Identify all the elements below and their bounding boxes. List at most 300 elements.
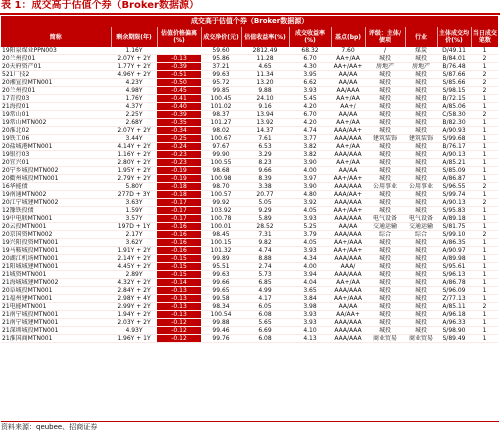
cell-basis-points: AA+/AA <box>331 119 365 127</box>
cell-remaining-term: 1.76Y <box>111 95 157 103</box>
cell-price-deviation: -0.19 <box>157 175 201 183</box>
cell-industry: 城投 <box>405 279 437 287</box>
cell-valuation-yield: 4.17 <box>241 295 289 303</box>
header-industry: 行业 <box>405 27 437 47</box>
cell-remaining-term: 4.23Y <box>111 79 157 87</box>
table-row <box>1 183 498 191</box>
table-row <box>1 223 498 231</box>
cell-remaining-term: 2.07Y + 2Y <box>111 127 157 135</box>
cell-trade-count: 2 <box>471 303 498 311</box>
cell-remaining-term: 1.91Y + 2Y <box>111 247 157 255</box>
cell-trade-yield: 3.93 <box>289 319 331 327</box>
cell-trade-price: 99.58 <box>201 295 241 303</box>
cell-remaining-term: 2.79Y + 2Y <box>111 175 157 183</box>
cell-valuation-yield: 13.92 <box>241 119 289 127</box>
cell-industry: 城投 <box>405 271 437 279</box>
table-row <box>1 119 498 127</box>
cell-trade-price: 95.51 <box>201 263 241 271</box>
cell-price-deviation: -0.13 <box>157 295 201 303</box>
cell-bond-name: 20天府资产01 <box>1 63 111 71</box>
table-row <box>1 135 498 143</box>
cell-valuation-yield: 2.74 <box>241 263 289 271</box>
cell-rating: 交通运输 <box>365 223 405 231</box>
cell-remaining-term: 2.03Y + 2Y <box>111 319 157 327</box>
cell-bond-name: 20宁乡城投MTN002 <box>1 167 111 175</box>
cell-trade-yield: 3.93 <box>289 247 331 255</box>
cell-price-deviation: -0.16 <box>157 223 201 231</box>
cell-valuation-yield: 11.28 <box>241 55 289 63</box>
cell-valuation-yield: 5.65 <box>241 319 289 327</box>
cell-trade-count: 1 <box>471 255 498 263</box>
cell-avg-price: B/82.30 <box>437 119 471 127</box>
cell-remaining-term: 1.77Y + 2Y <box>111 63 157 71</box>
source-note: 资料来源：qeubee、招商证券 <box>1 421 499 433</box>
cell-trade-price: 99.65 <box>201 287 241 295</box>
cell-industry: 城投 <box>405 239 437 247</box>
cell-bond-name: 20云投MTN001 <box>1 223 111 231</box>
cell-trade-count: 1 <box>471 95 498 103</box>
cell-trade-price: 37.21 <box>201 63 241 71</box>
table-row <box>1 335 498 343</box>
cell-trade-yield: 4.10 <box>289 327 331 335</box>
cell-bond-name: 19南通MTN002 <box>1 191 111 199</box>
cell-valuation-yield: 7.31 <box>241 231 289 239</box>
cell-price-deviation: -0.12 <box>157 327 201 335</box>
cell-trade-price: 99.88 <box>201 319 241 327</box>
cell-basis-points: AAA/AAA <box>331 327 365 335</box>
cell-trade-price: 98.34 <box>201 303 241 311</box>
cell-avg-price: S/99.74 <box>437 191 471 199</box>
cell-basis-points: AAA/AAA <box>331 271 365 279</box>
cell-trade-yield: 5.45 <box>289 95 331 103</box>
cell-industry: 城投 <box>405 191 437 199</box>
cell-trade-price: 95.72 <box>201 79 241 87</box>
cell-trade-yield: 3.82 <box>289 151 331 159</box>
cell-bond-name: 19常山MTN002 <box>1 119 111 127</box>
cell-basis-points: AAA/AAA <box>331 335 365 343</box>
cell-valuation-yield: 9.16 <box>241 103 289 111</box>
header-trade-count: 当日成交笔数 <box>471 27 498 47</box>
cell-bond-name: 20湘宣投MTN001 <box>1 79 111 87</box>
cell-industry: 房地产 <box>405 63 437 71</box>
title-bar <box>0 0 500 15</box>
cell-trade-count: 1 <box>471 239 498 247</box>
cell-bond-name: 20江宁城建MTN002 <box>1 199 111 207</box>
cell-basis-points: AAA/AAA <box>331 255 365 263</box>
table-row <box>1 151 498 159</box>
cell-trade-yield: 3.92 <box>289 199 331 207</box>
cell-rating: 城投 <box>365 327 405 335</box>
cell-industry: 城投 <box>405 103 437 111</box>
cell-price-deviation: -0.23 <box>157 159 201 167</box>
cell-industry: 城投 <box>405 175 437 183</box>
cell-trade-count: 1 <box>471 159 498 167</box>
cell-rating: 城投 <box>365 167 405 175</box>
cell-trade-yield: 3.93 <box>289 215 331 223</box>
cell-price-deviation: -0.16 <box>157 231 201 239</box>
cell-bond-name: 20湖江机场MTN001 <box>1 255 111 263</box>
cell-price-deviation: -0.41 <box>157 95 201 103</box>
cell-trade-yield: 3.97 <box>289 175 331 183</box>
cell-trade-price: 101.02 <box>201 103 241 111</box>
cell-remaining-term: 197D + 1Y <box>111 223 157 231</box>
cell-price-deviation: -0.15 <box>157 271 201 279</box>
cell-basis-points: 7.60 <box>331 47 365 55</box>
cell-avg-price: B/72.15 <box>437 95 471 103</box>
cell-price-deviation: -0.50 <box>157 79 201 87</box>
table-row <box>1 55 498 63</box>
cell-rating: 城投 <box>365 191 405 199</box>
cell-price-deviation: -0.16 <box>157 239 201 247</box>
cell-remaining-term: 2.99Y + 2Y <box>111 303 157 311</box>
cell-bond-name: 21淮国商MTN001 <box>1 335 111 343</box>
cell-bond-name: 20淮北02 <box>1 127 111 135</box>
cell-trade-yield: 3.79 <box>289 231 331 239</box>
header-basis-points: 基点(bp) <box>331 27 365 47</box>
cell-valuation-yield: 9.66 <box>241 167 289 175</box>
cell-avg-price: S/87.66 <box>437 71 471 79</box>
cell-basis-points: AAA/AAA <box>331 183 365 191</box>
cell-bond-name: 19铁工06 <box>1 135 111 143</box>
cell-trade-price: 59.60 <box>201 47 241 55</box>
table-row <box>1 63 498 71</box>
cell-price-deviation: -0.45 <box>157 87 201 95</box>
cell-basis-points: AAA/AAA <box>331 215 365 223</box>
cell-bond-name: 521厂技2 <box>1 71 111 79</box>
cell-rating: / <box>365 47 405 55</box>
cell-avg-price: A/85.21 <box>437 159 471 167</box>
cell-valuation-yield: 7.61 <box>241 135 289 143</box>
cell-bond-name: 19兴阳投资MTN001 <box>1 239 111 247</box>
cell-trade-price: 101.32 <box>201 247 241 255</box>
cell-trade-price: 98.68 <box>201 167 241 175</box>
header-remaining-term: 剩余期限(年) <box>111 27 157 47</box>
cell-valuation-yield: 13.94 <box>241 111 289 119</box>
table-row <box>1 279 498 287</box>
cell-industry: 城投 <box>405 111 437 119</box>
cell-trade-yield: 4.04 <box>289 279 331 287</box>
table-row <box>1 103 498 111</box>
cell-rating: 城投 <box>365 279 405 287</box>
cell-avg-price: A/89.18 <box>437 215 471 223</box>
header-avg-price: 主体成交均价(%) <box>437 27 471 47</box>
cell-bond-name: 21城资MTN001 <box>1 271 111 279</box>
cell-trade-yield: 3.94 <box>289 271 331 279</box>
table-row <box>1 175 498 183</box>
table-title: 表 1：成交高于估值个券（Broker数据源） <box>1 0 199 11</box>
cell-avg-price: A/96.18 <box>437 311 471 319</box>
cell-bond-name: 19中电联MTN001 <box>1 215 111 223</box>
cell-trade-yield: 3.82 <box>289 143 331 151</box>
cell-trade-yield: 6.70 <box>289 55 331 63</box>
cell-remaining-term: 3.44Y <box>111 135 157 143</box>
header-price-deviation: 估值价格偏离(%) <box>157 27 201 47</box>
cell-avg-price: S/96.09 <box>437 287 471 295</box>
cell-avg-price: B/76.17 <box>437 143 471 151</box>
cell-avg-price: S/98.15 <box>437 87 471 95</box>
cell-rating: 城投 <box>365 87 405 95</box>
cell-remaining-term: 2.84Y + 2Y <box>111 287 157 295</box>
table-row <box>1 295 498 303</box>
cell-trade-count: 1 <box>471 151 498 159</box>
cell-bond-name: 16华能债 <box>1 183 111 191</box>
table-row <box>1 143 498 151</box>
cell-remaining-term: 4.45Y + 2Y <box>111 263 157 271</box>
cell-remaining-term: 4.96Y + 2Y <box>111 71 157 79</box>
cell-industry: 城投 <box>405 287 437 295</box>
cell-trade-price: 97.67 <box>201 143 241 151</box>
cell-bond-name: 21电能MTN001 <box>1 303 111 311</box>
cell-valuation-yield: 3.29 <box>241 151 289 159</box>
cell-trade-yield: 4.30 <box>289 63 331 71</box>
cell-basis-points: AA+/AAA <box>331 295 365 303</box>
cell-valuation-yield: 8.23 <box>241 159 289 167</box>
cell-avg-price: A/86.78 <box>437 279 471 287</box>
cell-price-deviation <box>157 47 201 55</box>
cell-trade-price: 100.78 <box>201 215 241 223</box>
cell-trade-price: 99.76 <box>201 335 241 343</box>
cell-basis-points: AAA/AAA <box>331 287 365 295</box>
cell-remaining-term: 4.14Y + 2Y <box>111 143 157 151</box>
cell-industry: 城投 <box>405 87 437 95</box>
cell-remaining-term: 1.16Y + 2Y <box>111 151 157 159</box>
cell-valuation-yield: 4.99 <box>241 287 289 295</box>
cell-avg-price: S/95.61 <box>437 263 471 271</box>
cell-remaining-term: 2.80Y + 2Y <box>111 159 157 167</box>
cell-rating: 城投 <box>365 263 405 271</box>
cell-avg-price: A/86.87 <box>437 175 471 183</box>
cell-remaining-term: 4.32Y + 2Y <box>111 279 157 287</box>
cell-industry: 城投 <box>405 119 437 127</box>
cell-trade-count: 1 <box>471 167 498 175</box>
cell-trade-yield: 3.77 <box>289 135 331 143</box>
cell-rating: 城投 <box>365 71 405 79</box>
cell-remaining-term: 4.98Y <box>111 87 157 95</box>
cell-bond-name: 20阜城投MTN001 <box>1 287 111 295</box>
cell-trade-yield: 6.62 <box>289 79 331 87</box>
cell-bond-name: 19阳泉煤业PPN003 <box>1 47 111 55</box>
table-row <box>1 247 498 255</box>
cell-industry: 公用事业 <box>405 183 437 191</box>
cell-trade-count: 1 <box>471 47 498 55</box>
cell-valuation-yield: 8.88 <box>241 255 289 263</box>
cell-remaining-term: 4.37Y <box>111 103 157 111</box>
cell-trade-count: 2 <box>471 79 498 87</box>
cell-trade-count: 1 <box>471 287 498 295</box>
cell-price-deviation: -0.39 <box>157 111 201 119</box>
cell-remaining-term: 4.93Y <box>111 327 157 335</box>
cell-trade-yield: 3.98 <box>289 303 331 311</box>
cell-rating: 城投 <box>365 95 405 103</box>
cell-rating: 城投 <box>365 199 405 207</box>
table-row <box>1 215 498 223</box>
cell-trade-count: 2 <box>471 231 498 239</box>
cell-price-deviation: -0.35 <box>157 119 201 127</box>
cell-bond-name: 19银行03 <box>1 151 111 159</box>
cell-trade-yield: 4.74 <box>289 127 331 135</box>
cell-trade-count: 1 <box>471 247 498 255</box>
table-row <box>1 159 498 167</box>
cell-trade-count: 1 <box>471 271 498 279</box>
cell-rating: 商业贸易 <box>365 335 405 343</box>
cell-price-deviation: -0.34 <box>157 127 201 135</box>
cell-rating: 城投 <box>365 287 405 295</box>
cell-rating: 城投 <box>365 79 405 87</box>
cell-remaining-term: 2.14Y + 2Y <box>111 255 157 263</box>
cell-bond-name: 17青投03 <box>1 95 111 103</box>
cell-valuation-yield: 24.10 <box>241 95 289 103</box>
cell-industry: 综合 <box>405 231 437 239</box>
cell-avg-price: S/99.68 <box>437 135 471 143</box>
cell-industry: 电气设备 <box>405 215 437 223</box>
cell-bond-name: 21海投01 <box>1 103 111 111</box>
table-row <box>1 111 498 119</box>
cell-valuation-yield: 20.77 <box>241 191 289 199</box>
cell-rating: 城投 <box>365 207 405 215</box>
cell-bond-name: 12豫铁投债 <box>1 207 111 215</box>
cell-trade-count: 1 <box>471 119 498 127</box>
cell-basis-points: AAA/AAA <box>331 151 365 159</box>
cell-trade-yield: 4.00 <box>289 167 331 175</box>
cell-price-deviation: -0.13 <box>157 287 201 295</box>
cell-valuation-yield: 8.39 <box>241 175 289 183</box>
cell-avg-price: D/49.11 <box>437 47 471 55</box>
cell-trade-count: 2 <box>471 71 498 79</box>
cell-bond-name: 21海城城建MTN002 <box>1 279 111 287</box>
cell-basis-points: AA/AA <box>331 167 365 175</box>
cell-trade-price: 98.37 <box>201 111 241 119</box>
cell-trade-count: 1 <box>471 215 498 223</box>
cell-avg-price: C/58.30 <box>437 111 471 119</box>
cell-trade-yield: 4.05 <box>289 239 331 247</box>
cell-trade-count: 1 <box>471 327 498 335</box>
cell-valuation-yield: 2812.49 <box>241 47 289 55</box>
cell-basis-points: AA+/ <box>331 103 365 111</box>
cell-industry: 城投 <box>405 55 437 63</box>
cell-rating: 城投 <box>365 55 405 63</box>
cell-rating: 城投 <box>365 311 405 319</box>
cell-price-deviation: -0.17 <box>157 207 201 215</box>
cell-valuation-yield: 6.53 <box>241 143 289 151</box>
cell-avg-price: A/89.98 <box>437 255 471 263</box>
cell-trade-yield: 3.93 <box>289 311 331 319</box>
cell-basis-points: AA+/AA <box>331 143 365 151</box>
cell-basis-points: AA+/AA <box>331 279 365 287</box>
cell-basis-points: AA+/AA <box>331 95 365 103</box>
table-row <box>1 199 498 207</box>
cell-price-deviation: -0.19 <box>157 167 201 175</box>
cell-avg-price: A/85.11 <box>437 303 471 311</box>
cell-industry: 城投 <box>405 151 437 159</box>
cell-basis-points: AA+/AA+ <box>331 247 365 255</box>
cell-bond-name: 20兰州投01 <box>1 55 111 63</box>
cell-basis-points: AA+/AAA <box>331 239 365 247</box>
cell-rating: 城投 <box>365 247 405 255</box>
cell-basis-points: AA/AA <box>331 303 365 311</box>
cell-rating: 房地产 <box>365 63 405 71</box>
cell-valuation-yield: 4.74 <box>241 247 289 255</box>
cell-industry: 城投 <box>405 303 437 311</box>
cell-bond-name: 19马鞍城投MTN001 <box>1 247 111 255</box>
cell-valuation-yield: 14.37 <box>241 127 289 135</box>
table-row <box>1 191 498 199</box>
cell-remaining-term: 2.25Y <box>111 111 157 119</box>
cell-basis-points: AA/AA <box>331 111 365 119</box>
cell-rating: 电气设备 <box>365 215 405 223</box>
cell-basis-points: AA+/AA <box>331 55 365 63</box>
cell-bond-name: 20衢州城投MTN001 <box>1 175 111 183</box>
cell-remaining-term: 2.68Y <box>111 119 157 127</box>
cell-rating: 城投 <box>365 127 405 135</box>
cell-industry: 煤炭 <box>405 47 437 55</box>
cell-industry: 城投 <box>405 327 437 335</box>
cell-remaining-term: 3.57Y <box>111 215 157 223</box>
table-row <box>1 271 498 279</box>
cell-avg-price: Z/77.13 <box>437 295 471 303</box>
table-row <box>1 87 498 95</box>
table-row <box>1 263 498 271</box>
cell-trade-price: 99.46 <box>201 327 241 335</box>
cell-basis-points: AAA/AAA <box>331 319 365 327</box>
cell-rating: 城投 <box>365 303 405 311</box>
cell-remaining-term: 2.98Y + 4Y <box>111 295 157 303</box>
table-row <box>1 239 498 247</box>
cell-industry: 城投 <box>405 143 437 151</box>
cell-industry: 城投 <box>405 319 437 327</box>
cell-rating: 城投 <box>365 143 405 151</box>
cell-trade-price: 99.90 <box>201 151 241 159</box>
cell-basis-points: AA/AA <box>331 71 365 79</box>
cell-basis-points: AAA/ <box>331 263 365 271</box>
table-row <box>1 231 498 239</box>
cell-trade-yield: 3.95 <box>289 71 331 79</box>
cell-avg-price: S/96.13 <box>437 271 471 279</box>
cell-avg-price: B/84.01 <box>437 55 471 63</box>
cell-industry: 城投 <box>405 199 437 207</box>
cell-avg-price: A/90.93 <box>437 127 471 135</box>
table-body <box>1 47 498 343</box>
cell-avg-price: S/85.66 <box>437 79 471 87</box>
table-row <box>1 127 498 135</box>
cell-avg-price: S/96.55 <box>437 183 471 191</box>
cell-price-deviation: -0.23 <box>157 151 201 159</box>
cell-bond-name: 19常山01 <box>1 111 111 119</box>
cell-rating: 城投 <box>365 103 405 111</box>
cell-trade-price: 99.92 <box>201 199 241 207</box>
cell-industry: 城投 <box>405 167 437 175</box>
cell-basis-points: AAA/AA+ <box>331 191 365 199</box>
cell-trade-yield: 4.34 <box>289 255 331 263</box>
cell-rating: 城投 <box>365 319 405 327</box>
table-row <box>1 95 498 103</box>
cell-bond-name: 20京国资MTN002 <box>1 231 111 239</box>
cell-trade-yield: 4.05 <box>289 207 331 215</box>
cell-trade-count: 2 <box>471 111 498 119</box>
cell-remaining-term: 2.89Y <box>111 271 157 279</box>
cell-trade-price: 99.85 <box>201 87 241 95</box>
cell-price-deviation: -0.14 <box>157 279 201 287</box>
cell-trade-count: 1 <box>471 143 498 151</box>
cell-trade-yield: 6.70 <box>289 111 331 119</box>
cell-rating: 城投 <box>365 255 405 263</box>
cell-avg-price: S/89.49 <box>437 335 471 343</box>
cell-industry: 城投 <box>405 311 437 319</box>
cell-rating: 城投 <box>365 151 405 159</box>
cell-trade-price: 100.55 <box>201 159 241 167</box>
cell-basis-points: AAA/AA+ <box>331 127 365 135</box>
cell-price-deviation: -0.15 <box>157 255 201 263</box>
cell-trade-count: 1 <box>471 335 498 343</box>
